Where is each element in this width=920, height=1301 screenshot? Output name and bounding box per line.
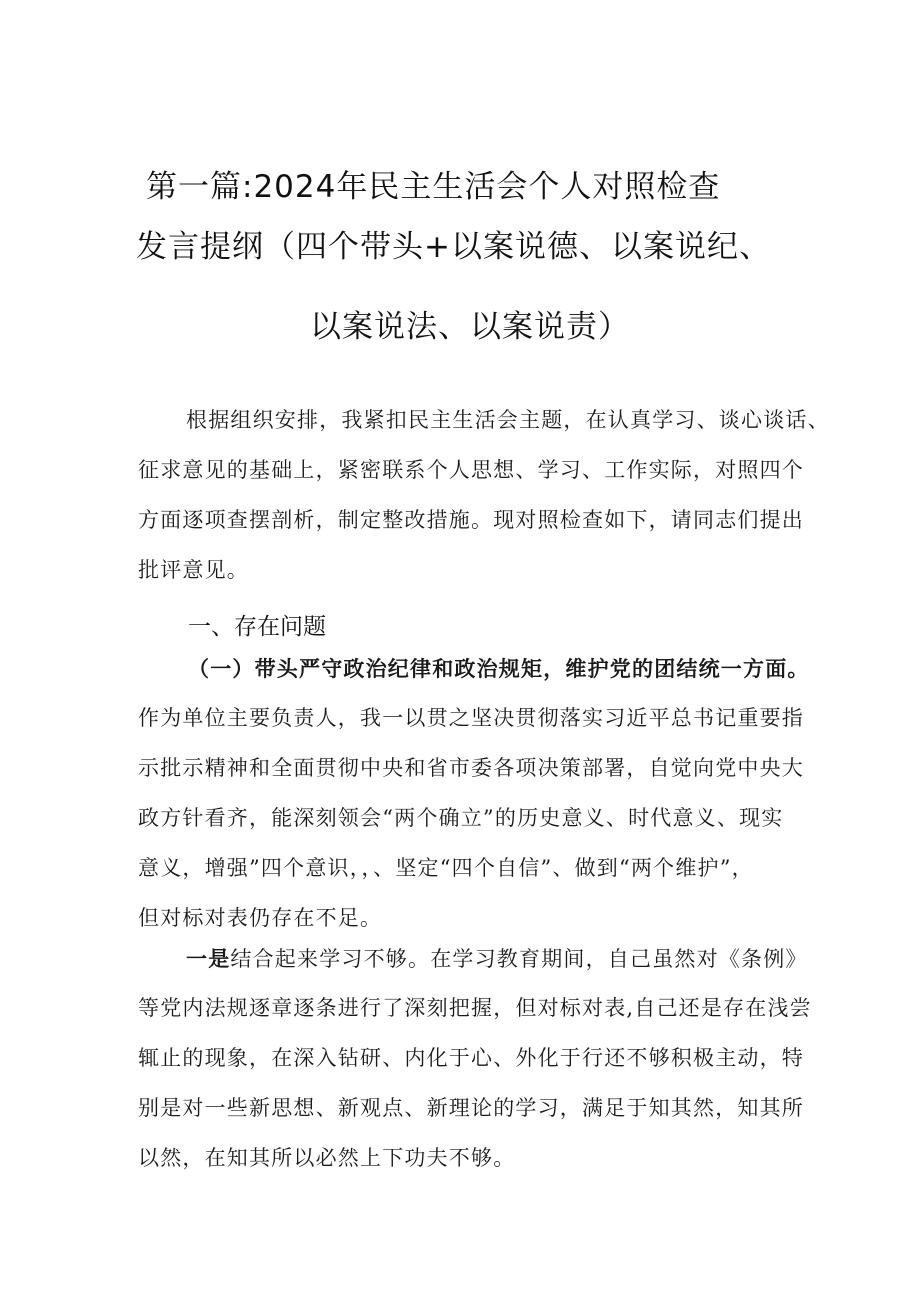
document-title-line-3: 以案说法、以案说责） bbox=[310, 309, 630, 345]
intro-line: 批评意见。 bbox=[138, 558, 249, 582]
para2-line: 别是对一些新思想、新观点、新理论的学习，满足于知其然，知其所 bbox=[138, 1096, 804, 1120]
intro-line: 根据组织安排，我紧扣民主生活会主题，在认真学习、谈心谈话、 bbox=[186, 408, 830, 432]
para2-lead: 一是 bbox=[186, 946, 231, 971]
para1-line: 作为单位主要负责人，我一以贯之坚决贯彻落实习近平总书记重要指 bbox=[138, 706, 804, 730]
intro-line: 征求意见的基础上，紧密联系个人思想、学习、工作实际，对照四个 bbox=[138, 458, 804, 482]
intro-line: 方面逐项查摆剖析，制定整改措施。现对照检查如下，请同志们提出 bbox=[138, 508, 804, 532]
subsection-heading: （一）带头严守政治纪律和政治规矩，维护党的团结统一方面。 bbox=[188, 656, 810, 681]
para1-line: 意义，增强”四个意识，，、坚定“四个自信”、做到“两个维护”， bbox=[138, 856, 754, 880]
para2-line: 结合起来学习不够。在学习教育期间，自己虽然对《条例》 bbox=[230, 947, 808, 971]
document-title-line-1: 第一篇:2024年民主生活会个人对照检查 bbox=[146, 169, 721, 205]
para2-first-line bbox=[186, 948, 808, 970]
document-title-line-2: 发言提纲（四个带头+以案说德、以案说纪、 bbox=[136, 229, 771, 265]
para1-line: 示批示精神和全面贯彻中央和省市委各项决策部署，自觉向党中央大 bbox=[138, 756, 804, 780]
section-heading: 一、存在问题 bbox=[188, 614, 326, 640]
para1-line: 政方针看齐，能深刻领会“两个确立”的历史意义、时代意义、现实 bbox=[138, 806, 784, 830]
para2-line: 辄止的现象，在深入钻研、内化于心、外化于行还不够积极主动，特 bbox=[138, 1046, 804, 1070]
para2-line: 等党内法规逐章逐条进行了深刻把握，但对标对表,自己还是存在浅尝 bbox=[138, 996, 812, 1020]
para1-line: 但对标对表仍存在不足。 bbox=[138, 906, 383, 930]
para2-line: 以然，在知其所以必然上下功夫不够。 bbox=[138, 1146, 516, 1170]
